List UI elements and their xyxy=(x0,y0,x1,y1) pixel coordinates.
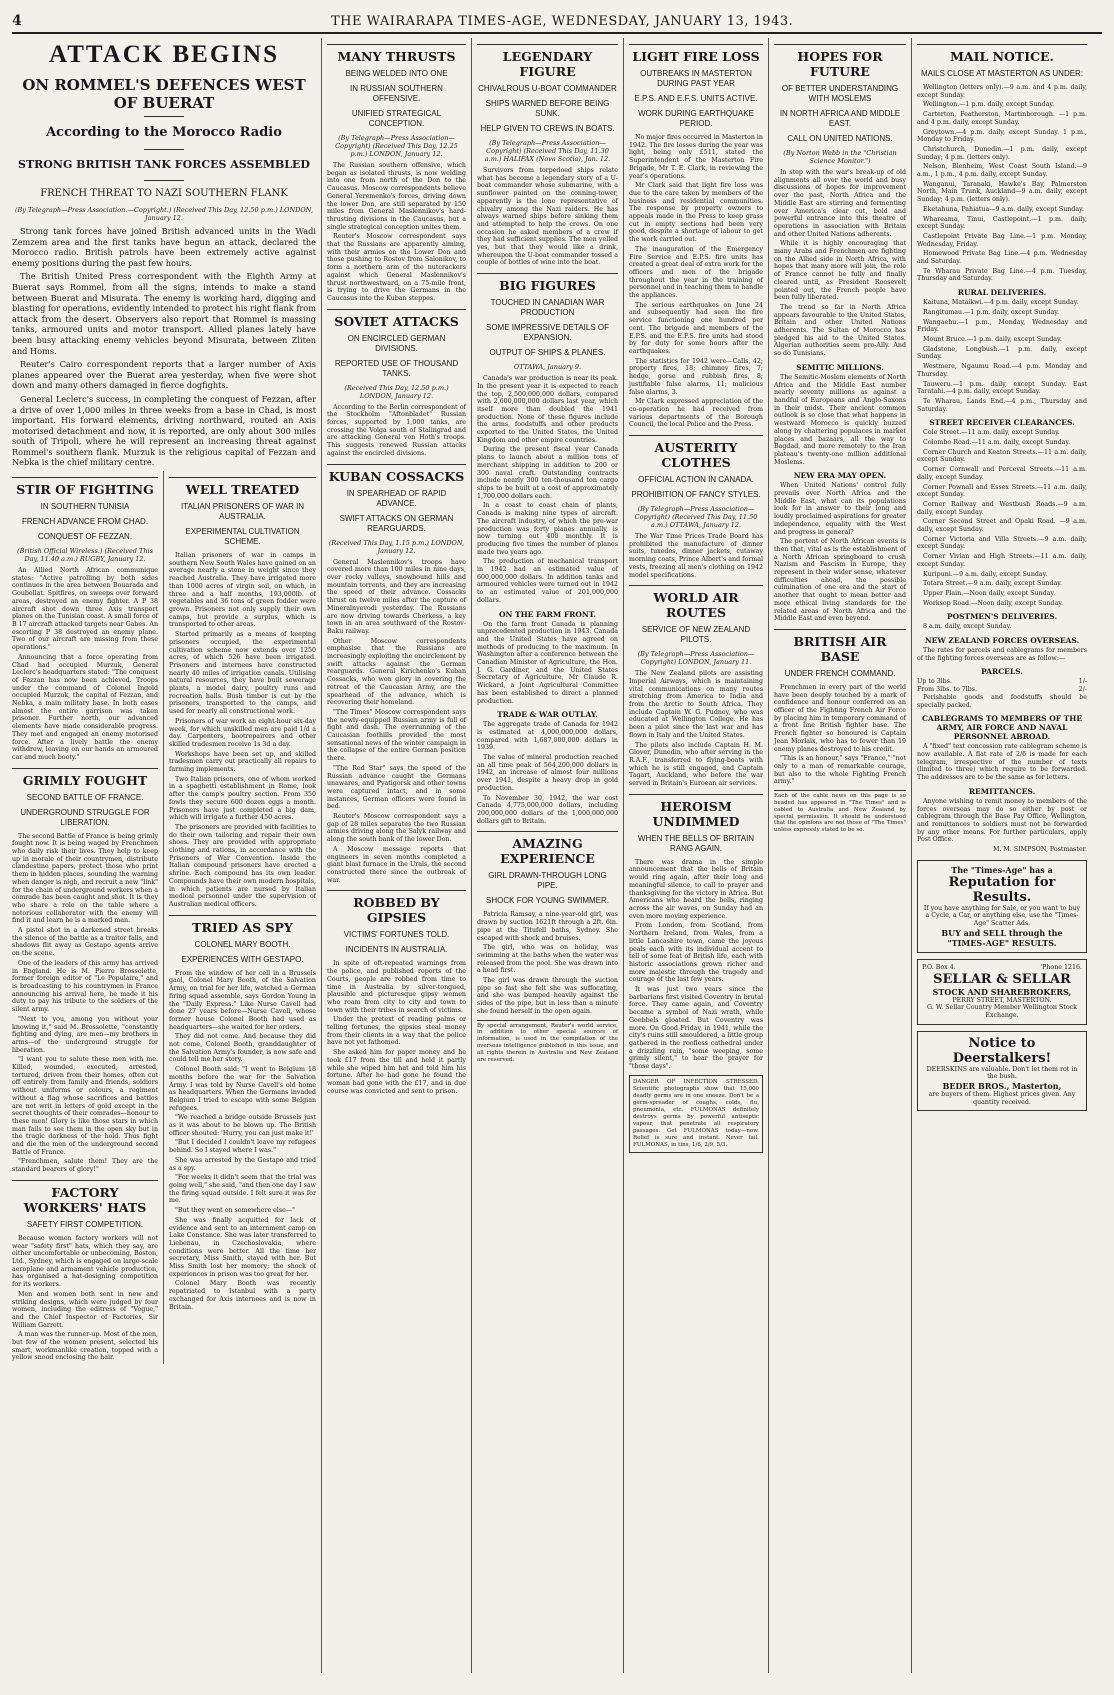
deck: CHIVALROUS U-BOAT COMMANDER xyxy=(478,84,617,93)
paragraph: Patricia Ramsay, a nine-year-old girl, was drawn by suction 1621ft through a 2ft. 6in. pipe at the Titufell baths, Sydney. She escaped with shock and bruises. xyxy=(477,911,618,942)
paragraph: Other Moscow correspondents emphasise that the Russians are increasingly exploiting the encirclement by swift attacks against the German rearguards. General Kirichenko's Kuban Cossacks, who won glory in covering the retreat of the Caucasian Army, are the spearhead of the advance, which is recovering their homeland. xyxy=(327,637,466,707)
rural-list xyxy=(917,299,1087,413)
street-list xyxy=(917,429,1087,607)
headline-well-treated: WELL TREATED xyxy=(169,477,316,497)
column-6 xyxy=(912,38,1092,1673)
paragraph: "We reached a bridge outside Brussels just as it was about to be blown up. The British officer shouted: 'Hurry, you can just make it!' xyxy=(169,1114,316,1137)
paragraph: According to the Berlin correspondent of the Stockholm "Aftonbladet" Russian forces, supported by 1,000 tanks, are crossing the Volga south of Stalingrad and are attacking General von Hoth's troops. This suggests renewed Russian attacks against the encircled divisions. xyxy=(327,403,466,457)
deck: OUTBREAKS IN MASTERTON DURING PAST YEAR xyxy=(640,69,752,88)
headline-stir-of-fighting: STIR OF FIGHTING xyxy=(12,477,158,497)
paragraph: From London, from Scotland, from Northern Ireland, from Wales, from a little Lancashire town, came the joyous peals each with its individual accent to tell of some feat of British life, each with historic associations grown richer and more majestic through the tragedy and courage of the last few years. xyxy=(629,922,763,984)
paragraph: In spite of oft-repeated warnings from the police, and published reports of the Courts, people are robbed from time to time in Australia by silver-tongued, plausible and picturesque gipsy women who roam from city to city and town to town with their tribes in search of victims. xyxy=(327,960,466,1014)
column-2 xyxy=(322,38,472,1673)
list-item: Mount Bruce.—1 p.m. daily, except Sunday. xyxy=(923,335,1062,343)
paragraph: A Moscow message reports that engineers in seven months completed a giant blast furnace in the Urals, the second constructed there since the outbreak of war. xyxy=(327,845,466,884)
deck: REPORTED USE OF THOUSAND TANKS. xyxy=(334,358,459,378)
paragraph: "The Times" Moscow correspondent says the newly-equipped Russian army is full of fight and dash. The overrunning of the Caucasian foothills provided the most sensational news of the winter campaign in the collapse of the entire German position there. xyxy=(327,708,466,763)
paragraph: "For weeks it didn't seem that the trial was going well," she said, "and then one day I saw the firing squad outside. I felt sure it was for me. xyxy=(169,1174,316,1205)
paragraph: "But they went on somewhere else—" xyxy=(175,1207,296,1215)
parcel-rate-row xyxy=(917,686,1087,694)
paragraph: Prisoners of war work an eight-hour six-day week, for which unskilled men are paid 1/d a day. Carpenters, bootrepairers and other skilled tradesmen receive 1s 3d a day. xyxy=(169,717,316,748)
list-item: Castlepoint Private Bag Line.—1 p.m. Monday, Wednesday, Friday. xyxy=(917,232,1087,248)
paragraph: The value of mineral production reached an all time peak of 564,200,000 dollars in 1942, an increase of almost four millions over 1941, despite a heavy drop in gold production. xyxy=(477,754,618,792)
headline-light-fire-loss: LIGHT FIRE LOSS xyxy=(629,44,763,64)
deck: GIRL DRAWN-THROUGH LONG PIPE. xyxy=(488,871,607,891)
list-item: Te Wharau, Lands End.—4 p.m., Thursday and Saturday. xyxy=(917,397,1087,413)
list-item: Homewood Private Bag Line.—4 p.m. Wednesday and Saturday. xyxy=(917,250,1087,266)
subheadline-1: ON ROMMEL'S DEFENCES WEST OF BUERAT xyxy=(22,76,306,112)
subheadline-2: According to the Morocco Radio xyxy=(46,125,282,140)
paragraph: Colonel Booth said: "I went to Belgium 18 months before the war for the Salvation Army. I was told by Nurse Cavell's old home as headquarters. When the Germans invaded Belgium I tried to escape with some Belgian refugees. xyxy=(169,1066,316,1112)
paragraph: The aggregate trade of Canada for 1942 is estimated at 4,000,000,000 dollars, compared with 1,687,000,000 dollars in 1939. xyxy=(477,721,618,752)
section-heading: CABLEGRAMS TO MEMBERS OF THE ARMY, AIR FORCE AND NAVAL PERSONNEL ABROAD. xyxy=(921,714,1083,742)
dateline: (British Official Wireless.) (Received This Day, 11.40 a.m.) RUGBY, January 12. xyxy=(17,547,153,564)
paragraph: An Allied North African communique states: "Active patrolling by both sides continues in the area between Bouarada and Goubellat. Spitfires, on sweeps over forward areas, destroyed an enemy fighter. A P 38 aircraft shot down three Axis transport planes on the Tunisian coast. A small force of B 17 aircraft attacked targets near Gabes. An escorting P 38 destroyed an enemy plane. Two of our aircraft are missing from these operations." xyxy=(12,567,159,652)
deck: ON ENCIRCLED GERMAN DIVISIONS. xyxy=(347,333,446,353)
headline-amazing-experience: AMAZING EXPERIENCE xyxy=(477,831,618,866)
list-item: Gladstone, Longbush.—1 p.m. daily, except Sunday. xyxy=(917,345,1087,361)
paragraph: She was finally acquitted for lack of evidence and sent to an internment camp on Lake Constance. She was later transferred to Liebenau, in Czechoslovakia, where conditions were better. All the time her secretary, Miss Smith, stayed with her. But Miss Smith lost her memory; the shock of experiences in prison was too great for her. xyxy=(169,1216,316,1278)
section-heading: NEW ZEALAND FORCES OVERSEAS. xyxy=(924,636,1080,646)
list-item: Corner Railway and Westbush Roads.—9 a.m. daily, except Sunday. xyxy=(917,500,1087,516)
paragraph: She was arrested by the Gestapo and tried as a spy. xyxy=(169,1156,316,1172)
list-item: Carterton, Featherston, Martinborough. —1 p.m. and 4 p.m. daily, except Sunday. xyxy=(917,111,1087,126)
paragraph: Workshops have been set up, and skilled tradesmen carry out practically all repairs to farming implements. xyxy=(169,750,316,774)
paragraph: Italian prisoners of war in camps in southern New South Wales have gained on an average nearly a stone in weight since they reached Australia. They have irrigated more than 1000 acres of virgin soil, on which, in three and a half months, 193,000lb. of vegetables and 36 tons of green fodder were grown. Prisoners not only supply their own camps, but provide a surplus, which is transported to other areas. xyxy=(169,552,316,629)
advert-title: Notice to Deerstalkers! xyxy=(952,1035,1052,1066)
headline-robbed-by-gipsies: ROBBED BY GIPSIES xyxy=(327,890,466,925)
paragraph: Because women factory workers will not wear "safety first" hats, which they say, are either uncomfortable or unbecoming, Boston, Ltd., Sydney, which is engaged on large-scale aeroplane and armament vehicle production, has organised a hat-designing competition for its workers. xyxy=(12,1234,159,1289)
phone-number: 'Phone 1216. xyxy=(1040,963,1082,971)
paragraph: "Frenchmen, salute them! They are the standard bearers of glory!" xyxy=(12,1158,159,1174)
list-item: Corner Cornwall and Perceval Streets.—11 a.m. daily, except Sunday. xyxy=(917,466,1087,481)
main-headline: ATTACK BEGINS xyxy=(49,41,279,68)
headline-mail-notice: MAIL NOTICE. xyxy=(917,44,1087,64)
paragraph: The pilots also include Captain H. M. Glover, Dunedin, who after serving in the R.A.F., transferred to flying-boats with which he is still engaged, and Captain Tagart, Auckland, who before the war served in Britain's Euroean air services. xyxy=(629,741,763,788)
advert-line: STOCK AND SHAREBROKERS, xyxy=(932,986,1072,997)
paragraph: The portent of North African events is then that, vital as is the establishment of a North African springboard to crush Nazism and Fascism in Europe, they represent in their wider sense, whatever difficulties ahead, the possible culmination of one era and the start of another that ought to mean better and more ethical living standards for the related areas of North Africa and the Middle East and even beyond. xyxy=(774,538,906,623)
section-heading: ON THE FARM FRONT. xyxy=(498,609,597,619)
headline-world-air-routes: WORLD AIR ROUTES xyxy=(629,585,763,620)
section-heading: STREET RECEIVER CLEARANCES. xyxy=(929,418,1075,428)
list-item: Te Wharau Private Bag Line.—4 p.m. Tuesday, Thursday and Saturday. xyxy=(917,267,1087,283)
deck: IN NORTH AFRICA AND MIDDLE EAST. xyxy=(779,109,901,128)
po-box: P.O. Box 4. xyxy=(922,963,956,971)
paragraph: Colonel Mary Booth was recently repatriated to Istanbul with a party exchanged for Axis internees and is now in Britain. xyxy=(169,1280,316,1311)
deck: BEING WELDED INTO ONE xyxy=(345,69,448,78)
paragraph: The production of mechanical transport in 1942 had an estimated value of 600,000,000 dollars. In addition tanks and armoured vehicles were turned out in 1942 to an estimated value of 201,000,000 dollars. xyxy=(477,558,618,604)
deck: SHOCK FOR YOUNG SWIMMER. xyxy=(486,896,609,906)
list-item: Colombo Road.—11 a.m. daily, except Sunday. xyxy=(923,439,1071,447)
dateline: (By Telegraph—Press Association—Copyright) (Received This Day, 12.25 p.m.) LONDON, January 12. xyxy=(335,134,458,158)
section-heading: NEW ERA MAY OPEN. xyxy=(793,471,887,481)
advert-title: SELLAR & SELLAR xyxy=(933,971,1071,987)
paragraph: Men and women both sent in new and striking designs, which were judged by four women, including the editress of "Vogue," and the Chief Inspector of Factories, Sir William Garrett. xyxy=(12,1290,159,1329)
deck: SERVICE OF NEW ZEALAND PILOTS. xyxy=(641,625,751,645)
deck: OUTPUT OF SHIPS & PLANES. xyxy=(489,348,606,358)
paragraph: The inauguration of the Emergency Fire Service and E.P.S. fire units has created a great deal of extra work for the officers and men of the brigade throughout the year in the training of personnel and in teaching them to handle the appliances. xyxy=(629,245,763,300)
deck: OF BETTER UNDERSTANDING WITH MOSLEMS xyxy=(781,84,899,103)
deck: EXPERIENCES WITH GESTAPO. xyxy=(181,954,304,964)
lede-paragraph: Strong tank forces have joined British advanced units in the Wadi Zemzem area and the first tanks have begun an attack, declared the Morocco radio. British patrols have been extremely active against enemy positions during the past few hours. xyxy=(12,226,316,268)
advert-line: PERRY STREET, MASTERTON. xyxy=(952,996,1052,1004)
parcel-weight: Up to 3lbs. xyxy=(917,678,952,686)
headline-legendary-figure: LEGENDARY FIGURE xyxy=(477,44,618,79)
lede-paragraph: General Leclerc's success, in completing the conquest of Fezzan, after a drive of over 1,000 miles in three weeks from a base in Chad, is most important. His forward elements, driving northward, routed an Axis motorised detachment and now, it is reported, are only about 300 miles south of Tripoli, where he will represent an increasing threat against Rommel's southern flank. Murzuk is the religious capital of Fezzan and Nebka is the chief military centre. xyxy=(12,393,316,468)
deck: ITALIAN PRISONERS OF WAR IN AUSTRALIA. xyxy=(180,502,305,522)
sellar-advert xyxy=(917,959,1087,1025)
paragraph: General Maslennikov's troops have covered more than 100 miles in nine days, over rocky valleys, snowbound hills and mountain torrents, and they are increasing the speed of their advance. Cossacks thrust on twelve miles after the capture of Mineralnyevodi yesterday. The Russians are now driving towards Cherkess, a key town in an area southward of the Rostov-Baku railway. xyxy=(327,558,466,635)
column-3 xyxy=(472,38,624,1673)
advert-line: The "Times-Age" has a xyxy=(951,864,1053,875)
subcolumn-right xyxy=(164,471,316,1364)
deerstalkers-advert xyxy=(917,1031,1087,1112)
paragraph: The Semitic-Moslem elements of North Africa and the Middle East number nearly seventy millions as against a handful of Europeans and Anglo-Saxons in their midst. Their ancient common outlook is so close that what happens in westward Morocco is quickly buzzed along by chattering populaces in market places and bazaars, all the way to Bagdad, and more remotely to the Iran plateau's twenty-one million additional Moslems. xyxy=(774,373,906,466)
paragraph: Announcing that a force operating from Chad had occupied Murzuk, General Leclerc's headquarters stated: "The conquest of Fezzan has now been achieved. Troops under the command of Colonel Ingold occupied Murzuk, the capital of Fezzan, and Nebka, a main military base. In both cases almost the entire garrison was taken prisoner. Further north, our advanced elements have made considerable progress. They met and engaged an enemy motorised force. After a lively battle the enemy withdrew, leaving on our hands an armoured car and much booty." xyxy=(12,653,159,761)
paragraph: Reuter's Moscow correspondent says that the Russians are apparently aiming, with their armies on the Lower Don and those pushing to Rostov from Salonikov, to form a northern arm of the nutcrackers against which General Maslennikov's thrust northwestward, on a 75-mile front, is trying to drive the Germans in the Caucasus into the Kuban steppes. xyxy=(327,233,466,302)
paragraph: Started primarily as a means of keeping prisoners occupied, the experimental cultivation scheme now extends over 1250 acres, of which 526 have been irrigated. Prisoners and internees have constructed nearly 40 miles of irrigation canals. Utilising natural resources, they have built sewerage plants, a model dairy, poultry runs and recreation halls. Bush timber is cut by the prisoners, transported to the camps, and used for nearly all constructional work. xyxy=(169,631,316,716)
paragraph: "The Red Star" says the speed of the Russian advance caught the Germans unawares, and Pyatigorsk and other towns were captured intact, and in some instances, German officers were found in bed. xyxy=(327,764,466,811)
deck: WHEN THE BELLS OF BRITAIN RANG AGAIN. xyxy=(637,833,755,853)
column-1 xyxy=(12,38,322,1673)
subheadline-3: STRONG BRITISH TANK FORCES ASSEMBLED xyxy=(18,158,310,171)
column-4 xyxy=(624,38,769,1673)
deck: SECOND BATTLE OF FRANCE. xyxy=(26,792,144,802)
deck: SOME IMPRESSIVE DETAILS OF EXPANSION. xyxy=(486,323,609,343)
paragraph: "Next to you, among you without your knowing it," said M. Brossolette, "constantly fighting and dying, are men—my brothers in arms—of the underground struggle for liberation. xyxy=(12,1015,159,1054)
paragraph: On the farm front Canada is planning unprecedented production in 1943. Canada and the United States have agreed on methods of producing to the maximum. In Washington after a conference between the Canadian Minister of Agriculture, the Hon. J. G. Gardiner, and the United States Secretary of Agriculture, Mr Claude R. Wickard, a Joint Agricultural Committee has been established to direct a planned production. xyxy=(477,620,618,705)
subcolumn-left xyxy=(12,471,164,1364)
advert-title: Reputation for Results. xyxy=(948,874,1056,905)
dateline: (Received This Day, 1.15 p.m.) LONDON, January 12. xyxy=(328,538,465,555)
masthead xyxy=(12,10,1102,34)
paragraph: "But I decided I couldn't leave my refugees behind. So I stayed where I was." xyxy=(169,1139,316,1155)
list-item: Cole Street.—11 a.m. daily, except Sunday. xyxy=(923,429,1060,437)
dateline: OTTAWA, January 9. xyxy=(513,363,582,372)
list-item: Rangitumau.—1 p.m. daily, except Sunday. xyxy=(923,308,1059,316)
list-item: Corner Vivian and High Streets.—11 a.m. daily, except Sunday. xyxy=(917,553,1087,568)
section-heading: POSTMEN'S DELIVERIES. xyxy=(946,612,1058,622)
paragraph: A pistol shot in a darkened street breaks the silence of the battle as a traitor falls, and shadows flit away as Gestapo agents arrive on the scene. xyxy=(12,927,159,958)
deck: COLONEL MARY BOOTH. xyxy=(194,939,291,949)
deck: FRENCH ADVANCE FROM CHAD. xyxy=(21,517,149,527)
list-item: Corner Pownall and Essex Streets.—11 a.m. daily, except Sunday. xyxy=(917,483,1087,499)
parcel-rate-row xyxy=(917,678,1087,686)
paragraph: She asked him for paper money and he took £17 from the till and held it partly while she wiped him hat and told him his fortune. After he had gone he found the woman had gone with the £17, and in due course was convicted and sent to prison. xyxy=(327,1049,466,1095)
dateline: (By Telegraph—Press Association—Copyright) (Received This Day, 11.50 a.m.) OTTAWA, January 12. xyxy=(634,505,758,530)
page-number: 4 xyxy=(12,13,23,29)
paragraph: No major fires occurred in Masterton in 1942. The fire losses during the year was light, being only £511, stated the Superintendent of the Masterton Fire Brigade, Mr T. E. Clark, in reviewing the year's operations. xyxy=(629,134,763,180)
paragraph: To November 30, 1942, the war cost Canada 4,775,000,000 dollars, including 200,000,000 dollars of the 1,000,000,000 dollars gift to Britain. xyxy=(477,794,618,825)
paragraph: The rates for parcels and cablegrams for members of the fighting forces overseas are as follow:— xyxy=(917,647,1087,662)
headline-austerity-clothes: AUSTERITY CLOTHES xyxy=(629,435,763,470)
paragraph: Mr Clark said that light fire loss was due to the care taken by members of the business and residential communities. The response by property owners to appeals made in the Press to keep grass cut in empty sections had been very good, despite a shortage of labour to get the work carried out. xyxy=(629,182,763,244)
paragraph: There was drama in the simple announcement that the bells of Britain would ring again, after their long and meaningful silence, to call to prayer and thanksgiving for the victory in Africa. But Americans who heard the bells, ringing across the air waves, on Sunday had an even more moving experience. xyxy=(629,858,763,920)
parcel-rate: 2/- xyxy=(1078,686,1087,694)
list-item: Christchurch, Dunedin.—1 p.m. daily, except Sunday; 4 p.m. (letters only). xyxy=(917,145,1087,161)
paragraph: In a coast to coast chain of plants, Canada is making nine types of aircraft. The aircraft industry, of which the pre-war production was forty planes annually, is now turning out 400 monthly. It is producing five times the number of planes made two years ago. xyxy=(477,502,618,556)
newspaper-page xyxy=(12,10,1102,1675)
section-heading: REMITTANCES. xyxy=(968,786,1036,796)
list-item: Upper Plain.—Noon daily, except Sunday. xyxy=(923,589,1056,597)
cable-notice: Each of the cable news on this page is so headed has appeared in "The Times" and is cabled to Australia and New Zealand by special permission. It should be understood that the opinions are not those of "The Times" unless expressly stated to be so. xyxy=(774,790,906,834)
mail-list xyxy=(917,84,1087,283)
headline-heroism-undimmed: HEROISM UNDIMMED xyxy=(629,794,763,829)
paragraph: The girl, who was on holiday, was swimming at the baths when the water was released from the pool. She was drawn into a head first. xyxy=(477,944,618,975)
list-item: Tauweru.—1 p.m. daily, except Sunday. East Taratahi.—4 p.m. daily, except Sunday. xyxy=(917,380,1087,396)
list-item: Wellington (letters only).—9 a.m. and 4 p.m. daily, except Sunday. xyxy=(917,84,1087,99)
paragraph: The trend so far in North Africa appears favourable to the United States, Britain and other United Nations adherents. The Sultan of Morocco has pledged his aid to the United States. Algerian authorities seem pro-Ally. And so do Tunisians. xyxy=(774,303,906,358)
paragraph: The Russian southern offensive, which began as isolated thrusts, is now welding into one from north of the Don to the Caucasus. Moscow correspondents believe General Yeremenko's forces, driving down the lower Don, are still separated by 150 miles from General Maslennikov's hard-thrusting divisions in the Caucasus, but a single strategical conception unites them. xyxy=(327,162,466,231)
deck: UNDER FRENCH COMMAND. xyxy=(784,668,896,678)
list-item: Greytown.—4 p.m. daily, except Sunday. 1 p.m., Monday to Friday. xyxy=(917,128,1087,144)
list-item: Corner Second Street and Opaki Road. —9 a.m. daily, except Sunday. xyxy=(917,518,1087,534)
column-5 xyxy=(769,38,912,1673)
headline-british-air-base: BRITISH AIR BASE xyxy=(774,629,906,664)
deck: SAFETY FIRST COMPETITION. xyxy=(26,1219,144,1229)
times-age-advert xyxy=(917,860,1087,953)
paragraph: A man was the runner-up. Most of the men, but few of the women present, selected his smart, workmanlike creation, topped with a yellow snood enclosing the hair. xyxy=(12,1331,159,1362)
headline-soviet-attacks: SOVIET ATTACKS xyxy=(327,309,466,329)
paragraph: The girl was drawn through the suction pipe so fast she felt she was suffocating, and she was bumped heavily against the sides of the pipe, but in less than a minute she found herself in the open again. xyxy=(477,977,618,1015)
deck: IN SPEARHEAD OF RAPID ADVANCE. xyxy=(346,488,447,508)
deck: IN RUSSIAN SOUTHERN OFFENSIVE. xyxy=(350,84,443,103)
lede-paragraph: Reuter's Cairo correspondent reports that a larger number of Axis planes appeared over the Buerat area yesterday, when five were shot down and many others damaged in fierce dogfights. xyxy=(12,359,316,391)
dateline: (By Telegraph—Press Association—Copyright) (Received This Day, 11.30 a.m.) HALIFAX (Nova Scotia), Jan. 12. xyxy=(484,139,611,163)
list-item: Totara Street.—9 a.m. daily, except Sunday. xyxy=(923,580,1062,588)
paragraph: "I want you to salute these men with me. Killed, wounded, executed, arrested, tortured, driven from their homes, often cut off entirely from family and friends, soldiers without uniforms or colours, a regiment without a flag whose sacrifices and battles are not writ in letters of gold except in the secret thoughts of their comrades—honour to these men! Glory is like those stars in which man fails to see them in the open sky but in the tragic darkness of the hold. Thus fight and die the men of the underground second Battle of France. xyxy=(12,1056,159,1156)
deck: UNIFIED STRATEGICAL CONCEPTION. xyxy=(351,109,442,128)
headline-kuban-cossacks: KUBAN COSSACKS xyxy=(327,464,466,484)
deck: TOUCHED IN CANADIAN WAR PRODUCTION xyxy=(490,298,605,318)
advert-name: BEDER BROS., Masterton, xyxy=(942,1081,1062,1092)
paragraph: Frenchmen in every part of the world have been deeply touched by a mark of confidence and honour conferred on an officer of the Fighting French Air Force by placing him in temporary command of a front line British fighter base. The French fighter so honoured is Captain Jean Morlaix, who has to fewer than 19 enemy planes destroyed to his credit. xyxy=(774,683,906,753)
headline-grimly-fought: GRIMLY FOUGHT xyxy=(12,768,158,788)
deck: VICTIMS' FORTUNES TOLD. xyxy=(343,930,450,940)
paragraph: The New Zealand pilots are assisting Imperial Airways, which is maintaining vital communications on many routes stretching from America to India and from the Arctic to South Africa. They include Captain W. G. Pudney, who was educated at Wellington College. He has been a pilot since the last war and has flown in Italy and the United States. xyxy=(629,670,763,739)
paragraph: Canada's war production is near its peak. In the present year it is expected to reach the top, 2,500,000,000 dollars, compared with 2,600,000,000 dollars last year, which itself more than doubled the 1941 production. None of these figures include the arms, foodstuffs and other products exported to the United States, the United Kingdom and other empire countries. xyxy=(477,375,618,444)
paragraph: "This is an honour," says "France," "not only to a man of remarkable courage, but also to the whole Fighting French army." xyxy=(774,755,906,786)
paragraph: During the present fiscal year Canada plans to launch about a million tons of merchant shipping in addition to 200 or 300 naval craft. Outstanding contracts include nearly 300 ten-thousand ton cargo ships to be built at a cost of approximately 1,700,000 dollars each. xyxy=(477,446,618,500)
headline-big-figures: BIG FIGURES xyxy=(477,273,618,293)
deck: OFFICIAL ACTION IN CANADA. xyxy=(638,475,754,485)
paragraph: In step with the war's break-up of old alignments all over the world and busy discussions of hopes for improvement over the past, North Africa and the Middle East are stirring and fermenting over America's clear cut, bold and powerful entrance into this theatre of operations in association with Britain and other United Nations adherents. xyxy=(774,169,906,238)
divider xyxy=(144,149,184,150)
section-heading: SEMITIC MILLIONS. xyxy=(796,362,884,372)
list-item: Wellington.—1 p.m. daily, except Sunday. xyxy=(923,101,1055,109)
section-heading: TRADE & WAR OUTLAY. xyxy=(497,710,598,720)
deck: PROHIBITION OF FANCY STYLES. xyxy=(631,490,761,500)
parcel-weight: From 3lbs. to 7lbs. xyxy=(917,686,978,694)
section-heading: PARCELS. xyxy=(981,667,1023,677)
deck: CONQUEST OF FEZZAN. xyxy=(37,532,133,542)
headline-tried-as-spy: TRIED AS SPY xyxy=(169,915,316,935)
paragraph: Under the pretext of reading palms or telling fortunes, the gipsies steal money from their clients in a way that the police have not yet fathomed. xyxy=(327,1016,466,1047)
paragraph: 8 a.m. daily, except Sunday. xyxy=(923,623,1012,631)
paragraph: It was just two years since the barbarians first visited Coventry in brutal force. They came again, and Coventry became a symbol of Nazi wrath, while Goebbels gloated. But Coventry was more. On Good Friday, in 1941, while the city's ruins still smouldered, a little group gathered in the roofless cathedral under a drizzling rain, "some weeping, some grimly silent," to hear the prayer for "those days". xyxy=(629,986,763,1071)
section-heading: RURAL DELIVERIES. xyxy=(957,288,1047,298)
footnote: By special arrangement, Reuter's world service, in addition to other special sources of information, is used in the compilation of the overseas intelligence published in this issue, and all rights therein in Australia and New Zealand are reserved. xyxy=(477,1020,618,1064)
list-item: Worksop Road.—Noon daily, except Sunday. xyxy=(923,599,1064,607)
dateline: (By Telegraph—Press Association—Copyright) LONDON, January 11. xyxy=(637,650,755,667)
advert-body: If you have anything for Sale, or you want to buy a Cycle, a Car, or anything else, use the "Times-Age" Scatter Ads. xyxy=(923,904,1081,928)
column-1-subcolumns xyxy=(12,471,316,1364)
byline: (By Norton Webb in the "Christian Science Monitor.") xyxy=(783,149,897,165)
parcel-rate: 1/- xyxy=(1078,678,1087,686)
advert-cta: BUY and SELL through the "TIMES-AGE" RESULTS. xyxy=(941,927,1063,948)
deck: SWIFT ATTACKS ON GERMAN REARGUARDS. xyxy=(339,513,454,533)
deck: UNDERGROUND STRUGGLE FOR LIBERATION. xyxy=(20,807,150,827)
masthead-title: THE WAIRARAPA TIMES-AGE, WEDNESDAY, JANUARY 13, 1943. xyxy=(331,13,794,29)
postmaster-signature: M. M. SIMPSON, Postmaster. xyxy=(992,846,1087,854)
divider xyxy=(144,116,184,117)
columns xyxy=(12,38,1102,1673)
paragraph: Survivors from torpedoed ships relate what has become a legendary story of a U-boat commander whose submarine, with a sunflower painted on the conning-tower, apparently is the lone representative of chivalry among the Nazi raiders. He has always warned ships before sinking them and attempted to help the crews. On one occasion he asked members of a crew if they had sufficient supplies. The men yelled yes, but that they would like a drink, whereupon the U-boat commander tossed a couple of bottles of wine into the boat. xyxy=(477,167,618,267)
list-item: Corner Church and Keaton Streets.—11 a.m. daily, except Sunday. xyxy=(917,448,1087,464)
list-item: Kaituna, Mataikwi.—4 p.m. daily, except Sunday. xyxy=(923,299,1079,307)
subheadline-4: FRENCH THREAT TO NAZI SOUTHERN FLANK xyxy=(40,188,288,199)
deck: INCIDENTS IN AUSTRALIA. xyxy=(345,945,448,955)
deck: E.P.S. AND E.F.S. UNITS ACTIVE. xyxy=(634,94,758,103)
paragraph: One of the leaders of this army has arrived in England. He is M. Pierre Brossolette, former foreign editor of "Le Populaire," and is broadcasting to his countrymen in France announcing his arrival here, he made it his duty to pay his tribute to the soldiers of the silent army. xyxy=(12,959,159,1014)
fulmonas-advert: DANGER OF INFECTION STRESSED. Scientific photographs show that 15,000 deadly germs are in one sneeze. Don't be a germ-spreader of coughs, colds, flu, pneumonia, etc. FULMONAS definitely destroys germs by powerful antiseptic vapour, that penetrate all respiratory passages. Get FULMONAS today—now. Relief is sure and instant. Never fail. FULMONAS, in tins, 1/6, 2/9, 5/3. xyxy=(629,1075,763,1153)
list-item: Westmere, Ngaumu Road.—4 p.m. Monday and Thursday. xyxy=(917,363,1087,378)
list-item: Wangaehu.—1 p.m., Monday, Wednesday and Friday. xyxy=(917,318,1087,334)
list-item: Kuripuni.—9 a.m. daily, except Sunday. xyxy=(923,570,1048,578)
headline-factory-workers-hats: FACTORY WORKERS' HATS xyxy=(12,1180,158,1215)
lede-paragraph: The British United Press correspondent with the Eighth Army at Buerat says Rommel, from all the signs, intends to make a stand between Buerat and Misurata. The enemy is working hard, digging and blasting for operations, evidently intended to protect his right flank from attack from the desert. Observers also report that Rommel is massing tanks, armoured units and motor transport. Allied planes lately have been busy attacking enemy vehicles beyond Misurata, between Zliten and Homs. xyxy=(12,271,316,356)
paragraph: A "fixed" text concession rate cablegram scheme is now available. A flat rate of 2/6 is made for each telegram, irrespective of the number of texts (limited to three) which require to be forwarded. The addresses are to be the same as for letters. xyxy=(917,743,1087,782)
advert-contact-row xyxy=(922,964,1082,972)
paragraph: Mr Clark expressed appreciation of the co-operation he had received from various departments of the Borough Council, the local Police and the Press. xyxy=(629,398,763,429)
divider xyxy=(144,180,184,181)
paragraph: Two Italian prisoners, one of whom worked in a spaghetti establishment in Rome, look after the camp's poultry section. From 350 fowls they secure 600 dozen eggs a month. Prisoners have just completed a big dam, which will irrigate a further 450 acres. xyxy=(169,775,316,822)
paragraph: They did not come. And because they did not come, Colonel Booth, granddaughter of the Salvation Army's founder, is now safe and could tell me her story. xyxy=(169,1033,316,1064)
paragraph: The second Battle of France is being grimly fought now. It is being waged by Frenchmen who daily risk their lives. They help to keep up in morale of their countrymen, distribute clandestine papers, protect those who print them in hidden places, sounding the warning when danger is nigh, and recruit a new "link" for the chain of underground workers when a comrade has been caught and shot. It is they who share a role on the table where a notorious collaborator with the enemy will find it and learn he is a marked man. xyxy=(12,832,159,925)
headline-many-thrusts: MANY THRUSTS xyxy=(327,44,466,64)
advert-body: DEERSKINS are valuable. Don't let them rot in the bush. xyxy=(926,1065,1078,1081)
dateline: (By Telegraph—Press Association.—Copyright.) (Received This Day, 12.50 p.m.) LONDON, January 12. xyxy=(14,206,314,222)
paragraph: Reuter's Moscow correspondent says a gap of 28 miles separates the two Russian armies driving along the Salyk railway and along the south bank of the lower Don. xyxy=(327,813,466,844)
paragraph: From the window of her cell in a Brussels gaol, Colonel Mary Booth, of the Salvation Army, on trial for her life, watched a German firing squad assemble, says Gordon Young in the "Daily Express." Like Nurse Cavell had done 27 years before—Nurse Cavell, whose former house Colonel Booth had used as headquarters—she waited for her orders. xyxy=(169,969,316,1031)
deck: EXPERIMENTAL CULTIVATION SCHEME. xyxy=(185,527,300,547)
advert-line: G. W. Sellar Country Member Wellington Stock Exchange. xyxy=(927,1004,1077,1019)
deck: HELP GIVEN TO CREWS IN BOATS. xyxy=(480,124,615,133)
paragraph: The prisoners are provided with facilities to do their own tailoring and repair their own shoes. They are provided with appropriate clothing and rations, in accordance with the Prisoners of War Convention. Inside the Italian compound prisoners have erected a shrine. Each compound has its own leader. Compounds have their own modern hospitals, in which patients are nursed by Italian medical personnel under the supervision of Australian medical officers. xyxy=(169,823,316,908)
dateline: (Received This Day, 12.50 p.m.) LONDON, January 12. xyxy=(344,383,449,400)
list-item: Corner Victoria and Villa Streets.—9 a.m. daily, except Sunday. xyxy=(917,535,1087,551)
deck: CALL ON UNITED NATIONS. xyxy=(787,134,893,143)
deck: SHIPS WARNED BEFORE BEING SUNK. xyxy=(485,99,610,118)
paragraph: Anyone wishing to remit money to members of the forces overseas may do so either by post or cablegram through the Base Pay Office, Wellington, and remittances to soldiers must not be forwarded by any other means. For further particulars, apply Post Office. xyxy=(917,797,1087,844)
paragraph: When United Nations' control fully prevails over North Africa and the Middle East, what can its populations look for in answer to their long and loudly proclaimed aspirations for greater independence, equality with the West and progress in general? xyxy=(774,482,906,536)
paragraph: While it is highly encouraging that many Arabs and Frenchmen are fighting on the Allied side in North Africa, with hopes that many more will join, the role of France cannot be fully and finally cleared until, as President Roosevelt pointed out, the French people have been fully liberated. xyxy=(774,240,906,302)
advert-body: are buyers of them. Highest prices given. Any quantity received. xyxy=(928,1091,1076,1106)
deck: WORK DURING EARTHQUAKE PERIOD. xyxy=(638,109,754,128)
paragraph: The War Time Prices Trade Board has prohibited the manufacture of dinner suits, tuxedos, dinner jackets, cutaway morning coats, Prince Albert's and formal vests, freezing all men's clothing on 1942 model specifications. xyxy=(629,533,763,579)
paragraph: The statistics for 1942 were—Calls, 42; property fires, 18; chimney fires, 7; hedge, gorse and rubbish fires, 8; justifiable false alarms, 11; malicious false alarms, 3. xyxy=(629,357,763,396)
headline-hopes-for-future: HOPES FOR FUTURE xyxy=(774,44,906,79)
list-item: Eketahuna, Pahiatua—9 a.m. daily, except Sunday. xyxy=(923,205,1084,213)
list-item: Whareama, Tinui, Castlepoint.—1 p.m. daily, except Sunday. xyxy=(917,215,1087,231)
paragraph: Perishable goods and foodstuffs should be specially packed. xyxy=(917,693,1087,709)
deck: IN SOUTHERN TUNISIA xyxy=(40,502,130,512)
list-item: Wanganui, Taranaki, Hawke's Bay, Palmerston North, Main Trunk, Auckland—9 a.m. daily, except Sunday; 4 p.m. (letters only). xyxy=(917,180,1087,204)
deck: MAILS CLOSE AT MASTERTON AS UNDER: xyxy=(920,69,1084,78)
paragraph: The serious earthquakes on June 24 and subsequently had seen the fire service functioning one hundred per cent. The brigade and members of the E.P.S. and the E.F.S. fire units had stood by for duty for some hours after the earthquakes. xyxy=(629,301,763,355)
list-item: Nelson, Blenheim, West Coast South Island.—9 a.m., 1 p.m., 4 p.m. daily, except Sunday. xyxy=(917,163,1087,179)
